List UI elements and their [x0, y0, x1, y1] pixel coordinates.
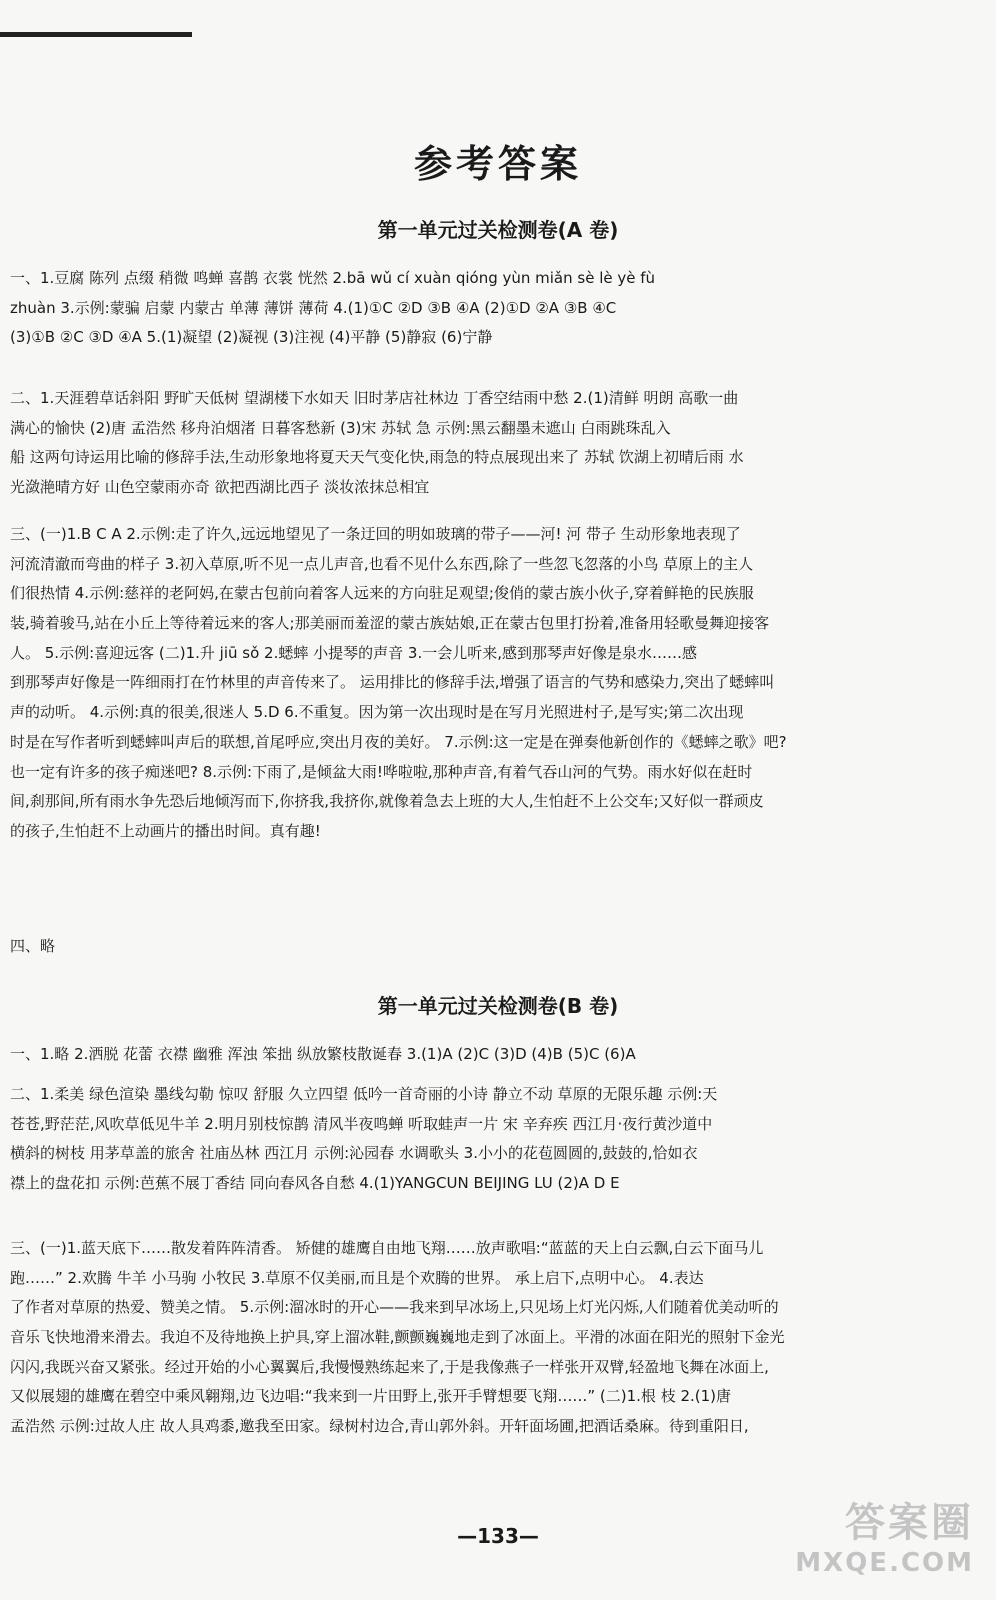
answer-line: 河流清澈而弯曲的样子 3.初入草原,听不见一点儿声音,也看不见什么东西,除了一些忽飞忽落的小鸟 草原上的主人	[10, 554, 754, 573]
answer-line: 跑……” 2.欢腾 牛羊 小马驹 小牧民 3.草原不仅美丽,而且是个欢腾的世界。 承上启下,点明中心。 4.表达	[10, 1268, 704, 1287]
answer-line: 间,刹那间,所有雨水争先恐后地倾泻而下,你挤我,我挤你,就像着急去上班的大人,生怕赶不上公交车;又好似一群顽皮	[10, 792, 764, 811]
answer-line: 襟上的盘花扣 示例:芭蕉不展丁香结 同向春风各自愁 4.(1)YANGCUN BEIJING LU (2)A D E	[10, 1174, 620, 1193]
section-b-part-1	[10, 1040, 954, 1070]
section-a-part-1	[10, 264, 954, 353]
answer-line: 装,骑着骏马,站在小丘上等待着远来的客人;那美丽而羞涩的蒙古族姑娘,正在蒙古包里打扮着,准备用轻歌曼舞迎接客	[10, 614, 770, 633]
section-a-title: 第一单元过关检测卷(A 卷)	[377, 218, 619, 242]
answer-line: 二、1.天涯碧草话斜阳 野旷天低树 望湖楼下水如天 旧时茅店社林边 丁香空结雨中愁 2.(1)清鲜 明朗 高歌一曲	[10, 389, 739, 407]
answer-line: 一、1.略 2.洒脱 花蕾 衣襟 幽雅 浑浊 笨拙 纵放繁枝散诞春 3.(1)A (2)C (3)D (4)B (5)C (6)A	[10, 1045, 636, 1063]
page-number: —133—	[457, 1524, 539, 1548]
answer-line: 音乐飞快地滑来滑去。我迫不及待地换上护具,穿上溜冰鞋,颤颤巍巍地走到了冰面上。平滑的冰面在阳光的照射下金光	[10, 1328, 785, 1347]
section-b-part-2	[10, 1080, 954, 1199]
answer-line: 苍苍,野茫茫,风吹草低见牛羊 2.明月别枝惊鹊 清风半夜鸣蝉 听取蛙声一片 宋 辛弃疾 西江月·夜行黄沙道中	[10, 1114, 713, 1133]
page-title: 参考答案	[413, 142, 582, 186]
section-b-title: 第一单元过关检测卷(B 卷)	[377, 994, 619, 1018]
answer-line: 三、(一)1.蓝天底下……散发着阵阵清香。 矫健的雄鹰自由地飞翔……放声歌唱:“蓝蓝的天上白云飘,白云下面马儿	[10, 1239, 764, 1257]
answer-line: 横斜的树枝 用茅草盖的旅舍 社庙丛林 西江月 示例:沁园春 水调歌头 3.小小的花苞圆圆的,鼓鼓的,恰如衣	[10, 1144, 698, 1163]
answer-line: 四、略	[10, 937, 56, 955]
section-a-part-3	[10, 520, 954, 847]
answer-line: 了作者对草原的热爱、赞美之情。 5.示例:溜冰时的开心——我来到早冰场上,只见场上灯光闪烁,人们随着优美动听的	[10, 1298, 779, 1317]
answer-line: zhuàn 3.示例:蒙骗 启蒙 内蒙古 单薄 薄饼 薄荷 4.(1)①C ②D ③B ④A (2)①D ②A ③B ④C	[10, 298, 617, 317]
answer-line: 们很热情 4.示例:慈祥的老阿妈,在蒙古包前向着客人远来的方向驻足观望;俊俏的蒙古族小伙子,穿着鲜艳的民族服	[10, 584, 754, 603]
header-rule	[0, 32, 192, 37]
answer-line: 孟浩然 示例:过故人庄 故人具鸡黍,邀我至田家。绿树村边合,青山郭外斜。开轩面场圃,把酒话桑麻。待到重阳日,	[10, 1417, 749, 1436]
section-a-part-2	[10, 384, 954, 503]
answer-line: 满心的愉快 (2)唐 孟浩然 移舟泊烟渚 日暮客愁新 (3)宋 苏轼 急 示例:黑云翻墨未遮山 白雨跳珠乱入	[10, 418, 671, 437]
answer-line: 声的动听。 4.示例:真的很美,很迷人 5.D 6.不重复。因为第一次出现时是在写月光照进村子,是写实;第二次出现	[10, 703, 744, 722]
watermark-logo: 答案圈 MXQE.COM	[795, 1500, 974, 1578]
section-b-part-3	[10, 1234, 954, 1442]
answer-line: 又似展翅的雄鹰在碧空中乘风翱翔,边飞边唱:“我来到一片田野上,张开手臂想要飞翔……” (二)1.根 枝 2.(1)唐	[10, 1387, 732, 1406]
answer-line: 光潋滟晴方好 山色空蒙雨亦奇 欲把西湖比西子 淡妆浓抹总相宜	[10, 478, 430, 497]
section-a-part-4	[10, 932, 954, 962]
answer-line: 一、1.豆腐 陈列 点缀 稍微 鸣蝉 喜鹊 衣裳 恍然 2.bā wǔ cí xuàn qióng yùn miǎn sè lè yè fù	[10, 269, 656, 287]
answer-line: 的孩子,生怕赶不上动画片的播出时间。真有趣!	[10, 821, 321, 840]
answer-line: 船 这两句诗运用比喻的修辞手法,生动形象地将夏天天气变化快,雨急的特点展现出来了 苏轼 饮湖上初晴后雨 水	[10, 448, 744, 467]
answer-line: (3)①B ②C ③D ④A 5.(1)凝望 (2)凝视 (3)注视 (4)平静 (5)静寂 (6)宁静	[10, 328, 493, 347]
answer-line: 三、(一)1.B C A 2.示例:走了许久,远远地望见了一条迂回的明如玻璃的带子——河! 河 带子 生动形象地表现了	[10, 525, 741, 543]
answer-line: 也一定有许多的孩子痴迷吧? 8.示例:下雨了,是倾盆大雨!哗啦啦,那种声音,有着气吞山河的气势。雨水好似在赶时	[10, 762, 753, 781]
answer-line: 时是在写作者听到蟋蟀叫声后的联想,首尾呼应,突出月夜的美好。 7.示例:这一定是在弹奏他新创作的《蟋蟀之歌》吧?	[10, 732, 787, 751]
answer-line: 闪闪,我既兴奋又紧张。经过开始的小心翼翼后,我慢慢熟练起来了,于是我像燕子一样张开双臂,轻盈地飞舞在冰面上,	[10, 1357, 769, 1376]
answer-line: 二、1.柔美 绿色渲染 墨线勾勒 惊叹 舒服 久立四望 低吟一首奇丽的小诗 静立不动 草原的无限乐趣 示例:天	[10, 1085, 718, 1103]
answer-line: 到那琴声好像是一阵细雨打在竹林里的声音传来了。 运用排比的修辞手法,增强了语言的气势和感染力,突出了蟋蟀叫	[10, 673, 775, 692]
answer-line: 人。 5.示例:喜迎远客 (二)1.升 jiū sǒ 2.蟋蟀 小提琴的声音 3.一会儿听来,感到那琴声好像是泉水……感	[10, 643, 697, 662]
